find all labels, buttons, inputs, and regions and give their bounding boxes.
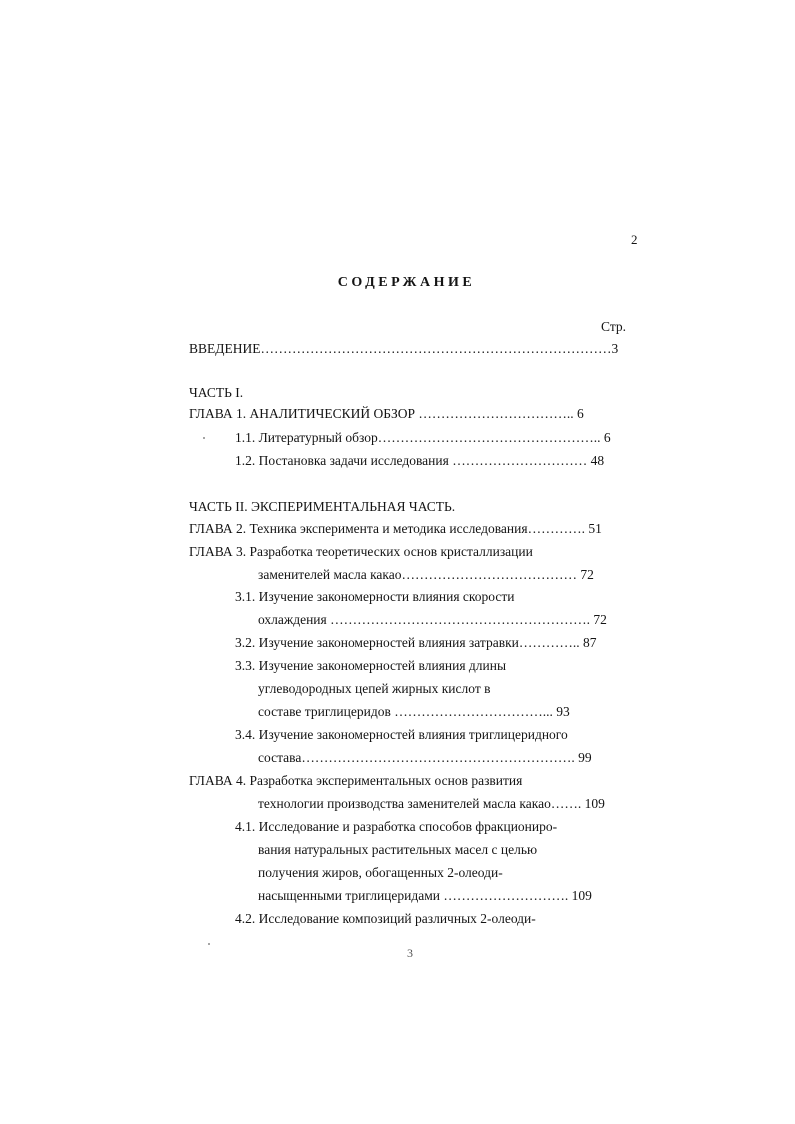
toc-section-entry: 1.1. Литературный обзор………………………………………….. 6 [235, 430, 611, 445]
page-column-label: Стр. [601, 319, 627, 334]
toc-section-entry: 4.1. Исследование и разработка способов фракциониро- [235, 819, 558, 834]
toc-chapter-entry: ГЛАВА 1. АНАЛИТИЧЕСКИЙ ОБЗОР …………………………….. 6 [189, 406, 584, 421]
toc-part-heading: ЧАСТЬ II. ЭКСПЕРИМЕНТАЛЬНАЯ ЧАСТЬ. [189, 499, 456, 514]
scan-speck [203, 437, 205, 439]
toc-entry-continuation: углеводородных цепей жирных кислот в [258, 681, 491, 696]
toc-entry-continuation: состава……………………………………………………. 99 [258, 750, 592, 765]
toc-part-heading: ЧАСТЬ I. [189, 385, 244, 400]
toc-chapter-entry: ГЛАВА 2. Техника эксперимента и методика исследования…………. 51 [189, 521, 602, 536]
toc-section-entry: 3.4. Изучение закономерностей влияния триглицеридного [235, 727, 568, 742]
toc-title: СОДЕРЖАНИЕ [337, 275, 476, 290]
scan-speck [208, 943, 210, 945]
toc-entry-continuation: насыщенными триглицеридами ………………………. 109 [258, 888, 592, 903]
page-number: 2 [631, 232, 638, 247]
toc-chapter-entry: ГЛАВА 4. Разработка экспериментальных основ развития [189, 773, 523, 788]
toc-entry-continuation: составе триглицеридов ……………………………... 93 [258, 704, 570, 719]
toc-section-entry: 3.1. Изучение закономерности влияния скорости [235, 589, 515, 604]
toc-entry-continuation: заменителей масла какао………………………………… 72 [258, 567, 594, 582]
toc-entry-continuation: вания натуральных растительных масел с целью [258, 842, 538, 857]
toc-entry-introduction: ВВЕДЕНИЕ……………………………………………………………………3 [189, 341, 619, 356]
toc-entry-continuation: получения жиров, обогащенных 2-олеоди- [258, 865, 503, 880]
footer-page-number: 3 [407, 946, 413, 960]
toc-entry-continuation: технологии производства заменителей масла какао……. 109 [258, 796, 605, 811]
toc-section-entry: 3.2. Изучение закономерностей влияния затравки………….. 87 [235, 635, 597, 650]
toc-chapter-entry: ГЛАВА 3. Разработка теоретических основ кристаллизации [189, 544, 533, 559]
toc-section-entry: 3.3. Изучение закономерностей влияния длины [235, 658, 507, 673]
toc-entry-continuation: охлаждения …………………………………………………. 72 [258, 612, 607, 627]
toc-section-entry: 1.2. Постановка задачи исследования ………………………… 48 [235, 453, 605, 468]
toc-section-entry: 4.2. Исследование композиций различных 2-олеоди- [235, 911, 536, 926]
